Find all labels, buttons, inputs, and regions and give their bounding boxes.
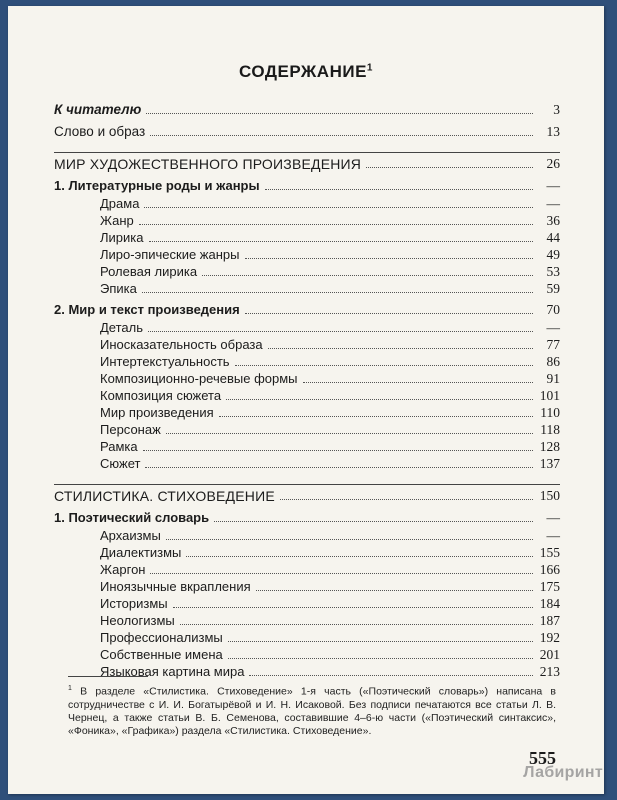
toc-entry-page: 150 [539, 488, 560, 503]
page-title: СОДЕРЖАНИЕ$^1$ [239, 62, 373, 81]
toc-entry [54, 174, 560, 194]
toc-leader-dots [146, 113, 533, 114]
toc-entry-label: Сюжет [100, 456, 141, 471]
toc-entry-page: 49 [546, 247, 560, 262]
page-number: 555 [529, 748, 556, 768]
toc-entry-page: 91 [546, 371, 560, 386]
toc-entry [54, 506, 560, 526]
toc-leader-dots [268, 348, 533, 349]
toc-entry-label: Драма [100, 196, 140, 211]
toc-entry-label: Жаргон [100, 562, 146, 577]
toc-leader-dots [144, 207, 533, 208]
toc-entry-page: 155 [539, 545, 560, 560]
toc-leader-dots [149, 241, 534, 242]
toc-entry-page: 213 [539, 664, 560, 679]
toc-entry-label: Интертекстуальность [100, 354, 230, 369]
footnote-mark: 1 [366, 62, 373, 74]
toc-entry-page: — [546, 178, 560, 193]
toc-entry-label: 1. Литературные роды и жанры [54, 178, 260, 193]
toc-entry-label: Неологизмы [100, 613, 175, 628]
toc-leader-dots [214, 521, 533, 522]
toc-entry-label: К читателю [54, 102, 142, 117]
toc-entry-label: Иносказательность образа [100, 337, 263, 352]
toc-entry-page: 192 [539, 630, 560, 645]
toc-entry-page: 44 [546, 230, 560, 245]
toc-leader-dots [186, 556, 533, 557]
toc-leader-dots [173, 607, 533, 608]
toc-entry-label: Иноязычные вкрапления [100, 579, 251, 594]
toc-entry-page: 36 [546, 213, 560, 228]
toc-leader-dots [166, 433, 533, 434]
toc-entry-label: Жанр [100, 213, 134, 228]
toc-entry [54, 277, 560, 297]
toc-leader-dots [202, 275, 533, 276]
toc-leader-dots [143, 450, 533, 451]
toc-entry-page: — [546, 320, 560, 335]
toc-leader-dots [245, 313, 533, 314]
footnote-text: В разделе «Стилистика. Стиховедение» 1-я часть («Поэтический словарь») написана в сотрудничестве с И. И. Богатырёвой и И. Н. Исаковой. Без подписи печатаются все статьи Л. В. Чернец, а также статьи В. Б. Семенова, составившие 4–6-ю части («Поэтический синтаксис», «Фоника», «Графика») раздела «Стилистика. Стиховедение». [68, 685, 557, 737]
toc-entry-page: 3 [553, 102, 560, 117]
toc-entry-label: Деталь [100, 320, 143, 335]
toc-entry-page: — [546, 510, 560, 525]
toc-leader-dots [303, 382, 533, 383]
toc-entry-label: Мир произведения [100, 405, 214, 420]
toc-entry-label: Профессионализмы [100, 630, 223, 645]
book-page [8, 6, 604, 794]
toc-entry-label: Эпика [100, 281, 137, 296]
toc-entry-label: Композиционно-речевые формы [100, 371, 298, 386]
toc-entry [54, 660, 560, 680]
toc-leader-dots [219, 416, 533, 417]
toc-entry-label: Историзмы [100, 596, 168, 611]
section-rule [54, 152, 560, 153]
toc-leader-dots [228, 641, 533, 642]
toc-entry [54, 298, 560, 318]
toc-leader-dots [366, 167, 533, 168]
toc-entry-label: 2. Мир и текст произведения [54, 302, 240, 317]
toc-entry [54, 98, 560, 118]
toc-entry-page: 118 [540, 422, 560, 437]
toc-entry-label: Рамка [100, 439, 138, 454]
toc-entry-label: Диалектизмы [100, 545, 182, 560]
toc-entry [54, 120, 560, 140]
toc-entry-page: — [546, 196, 560, 211]
labirint-watermark: Лабиринт [523, 764, 603, 781]
toc-leader-dots [256, 590, 533, 591]
toc-leader-dots [280, 499, 533, 500]
toc-entry-page: 187 [539, 613, 560, 628]
toc-entry-label: 1. Поэтический словарь [54, 510, 210, 525]
toc-leader-dots [235, 365, 533, 366]
toc-entry-page: 110 [540, 405, 560, 420]
toc-entry-page: 137 [539, 456, 560, 471]
toc-entry-label: Языковая картина мира [100, 664, 245, 679]
toc-entry-label: Персонаж [100, 422, 161, 437]
toc-entry-label: МИР ХУДОЖЕСТВЕННОГО ПРОИЗВЕДЕНИЯ [54, 156, 362, 172]
section-rule [54, 484, 560, 485]
toc-leader-dots [150, 573, 533, 574]
footnote-number: 1 [68, 685, 72, 692]
toc-entry-page: 53 [546, 264, 560, 279]
toc-entry-page: 77 [546, 337, 560, 352]
toc-leader-dots [139, 224, 533, 225]
toc-entry-label: Лиро-эпические жанры [100, 247, 240, 262]
toc-entry-label: Лирика [100, 230, 144, 245]
toc-leader-dots [245, 258, 534, 259]
toc-entry-page: 184 [539, 596, 560, 611]
toc-leader-dots [148, 331, 533, 332]
toc-entry-page: 166 [539, 562, 560, 577]
toc-entry-page: 70 [546, 302, 560, 317]
toc-entry-label: СТИЛИСТИКА. СТИХОВЕДЕНИЕ [54, 488, 275, 504]
toc-leader-dots [150, 135, 533, 136]
toc-leader-dots [142, 292, 533, 293]
toc-entry-page: 13 [546, 124, 560, 139]
toc-entry [54, 152, 560, 172]
toc-leader-dots [265, 189, 533, 190]
toc-leader-dots [166, 539, 533, 540]
toc-entry-label: Ролевая лирика [100, 264, 198, 279]
toc-entry-label: Архаизмы [100, 528, 161, 543]
toc-entry [54, 452, 560, 472]
toc-leader-dots [249, 675, 533, 676]
footnote-rule [68, 676, 148, 677]
toc-leader-dots [228, 658, 533, 659]
footnote [68, 682, 556, 738]
toc-entry-label: Композиция сюжета [100, 388, 222, 403]
toc-entry [54, 484, 560, 504]
toc-entry-page: 26 [546, 156, 560, 171]
toc-leader-dots [226, 399, 533, 400]
toc-entry-page: — [546, 528, 560, 543]
toc-entry-page: 128 [539, 439, 560, 454]
toc-entry-label: Собственные имена [100, 647, 223, 662]
toc-entry-page: 86 [546, 354, 560, 369]
toc-leader-dots [145, 467, 533, 468]
toc-entry-page: 175 [539, 579, 560, 594]
toc-entry-page: 201 [539, 647, 560, 662]
toc-entry-label: Слово и образ [54, 124, 146, 139]
toc-entry-page: 101 [539, 388, 560, 403]
toc-leader-dots [180, 624, 533, 625]
toc-entry-page: 59 [546, 281, 560, 296]
